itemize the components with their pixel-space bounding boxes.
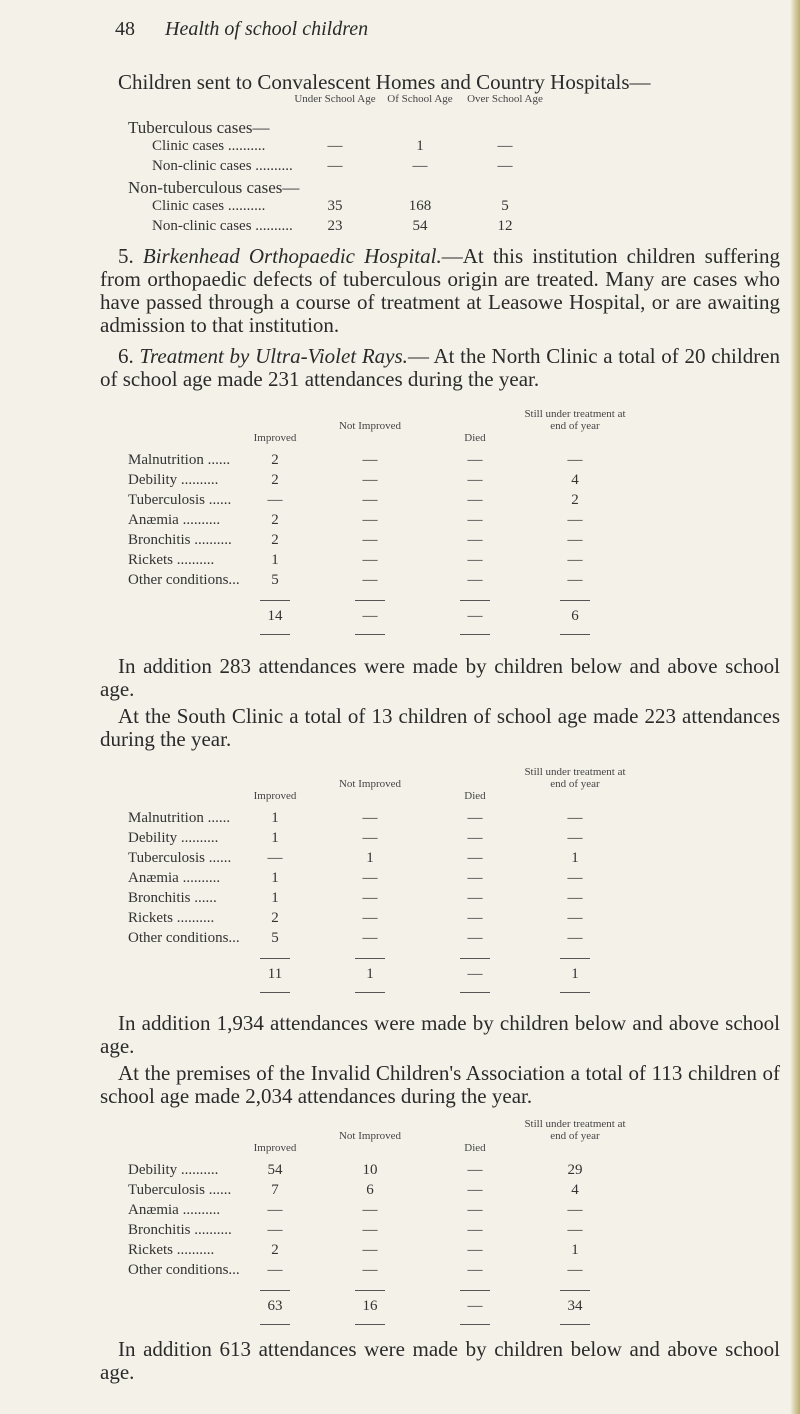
cell-value: 1 — [416, 138, 424, 154]
table-row — [0, 830, 800, 850]
table-row — [0, 890, 800, 910]
cell-value: — — [467, 850, 483, 866]
section-6-title: Treatment by Ultra-Violet Rays. — [139, 344, 408, 368]
cell-value: — — [467, 492, 483, 508]
cell-value: — — [362, 572, 378, 588]
total-rule — [560, 1290, 590, 1291]
cell-value: — — [567, 890, 583, 906]
column-header: Over School Age — [467, 93, 543, 105]
total-rule — [260, 1290, 290, 1291]
table-row — [0, 810, 800, 830]
group-row — [0, 178, 800, 198]
cell-value: — — [362, 552, 378, 568]
cell-value: 2 — [271, 472, 279, 488]
cell-value: — — [567, 1202, 583, 1218]
cell-value: — — [362, 1242, 378, 1258]
totals-row — [0, 608, 800, 628]
column-header: Died — [464, 1142, 486, 1154]
total-value: 1 — [571, 966, 579, 982]
cell-value: — — [362, 472, 378, 488]
cell-value: — — [467, 810, 483, 826]
cell-value: 1 — [271, 830, 279, 846]
cell-value: 54 — [267, 1162, 283, 1178]
table-row — [0, 1162, 800, 1182]
cell-value: 7 — [271, 1182, 279, 1198]
cell-value: 2 — [271, 512, 279, 528]
cell-value: 4 — [571, 1182, 579, 1198]
total-rule — [355, 1324, 385, 1325]
row-label: Tuberculosis ...... — [128, 492, 232, 508]
row-label: Other conditions... — [128, 1262, 240, 1278]
total-rule — [260, 1324, 290, 1325]
total-rule — [460, 958, 490, 959]
cell-value: 2 — [271, 452, 279, 468]
column-header: Died — [464, 432, 486, 444]
column-header: Improved — [253, 432, 297, 444]
total-rule — [260, 600, 290, 601]
row-label: Tuberculosis ...... — [128, 1182, 232, 1198]
south-note-text: In addition 1,934 attendances were made by children below and above school age. — [100, 1011, 780, 1058]
row-label: Anæmia .......... — [128, 870, 221, 886]
totals-row — [0, 1298, 800, 1318]
cell-value: — — [362, 532, 378, 548]
table-row — [0, 572, 800, 592]
total-value: — — [467, 1298, 483, 1314]
total-value: — — [362, 608, 378, 624]
total-rule — [460, 1324, 490, 1325]
cell-value: — — [567, 830, 583, 846]
total-rule — [355, 600, 385, 601]
column-header: Improved — [253, 1142, 297, 1154]
cell-value: 12 — [497, 218, 513, 234]
cell-value: — — [467, 452, 483, 468]
total-rule — [460, 1290, 490, 1291]
row-label: Anæmia .......... — [128, 512, 221, 528]
total-value: 34 — [567, 1298, 583, 1314]
row-label: Non-clinic cases .......... — [152, 218, 293, 234]
cell-value: 1 — [271, 870, 279, 886]
cell-value: — — [567, 512, 583, 528]
total-value: 14 — [267, 608, 283, 624]
section-5-text: —At this institution children suffering from orthopaedic defects of tuberculous origin are treated. Many are cases who have passed through a course of treatment at Leasowe Hospital, or are awaiting admission to that institution. — [100, 244, 780, 337]
cell-value: 1 — [571, 850, 579, 866]
table-row — [0, 472, 800, 492]
total-rule — [355, 958, 385, 959]
table-row — [0, 198, 800, 218]
table-row — [0, 452, 800, 472]
cell-value: 1 — [271, 890, 279, 906]
row-label: Clinic cases .......... — [152, 198, 266, 214]
north-note-text: In addition 283 attendances were made by children below and above school age. — [100, 654, 780, 701]
table-row — [0, 850, 800, 870]
cell-value: — — [567, 552, 583, 568]
cell-value: — — [567, 810, 583, 826]
cell-value: 23 — [327, 218, 343, 234]
table-row — [0, 512, 800, 532]
table-row — [0, 532, 800, 552]
table-row — [0, 1222, 800, 1242]
cell-value: — — [267, 1262, 283, 1278]
table-row — [0, 870, 800, 890]
total-rule — [260, 958, 290, 959]
section-5-paragraph — [100, 245, 780, 337]
cell-value: 54 — [412, 218, 428, 234]
cell-value: — — [467, 1202, 483, 1218]
total-rule — [560, 600, 590, 601]
cell-value: — — [467, 472, 483, 488]
table-row — [0, 552, 800, 572]
cell-value: — — [412, 158, 428, 174]
cell-value: — — [567, 452, 583, 468]
column-header: Not Improved — [338, 1130, 401, 1142]
cell-value: — — [467, 1182, 483, 1198]
total-rule — [560, 1324, 590, 1325]
cell-value: — — [362, 930, 378, 946]
section-5-title: Birkenhead Orthopaedic Hospital. — [142, 244, 442, 268]
total-value: 11 — [267, 966, 283, 982]
cell-value: 1 — [271, 552, 279, 568]
table-row — [0, 1262, 800, 1282]
cell-value: — — [467, 1242, 483, 1258]
cell-value: — — [362, 1222, 378, 1238]
cell-value: — — [467, 890, 483, 906]
convalescent-heading: Children sent to Convalescent Homes and Country Hospitals— — [118, 70, 651, 94]
column-header: Under School Age — [294, 93, 376, 105]
cell-value: 29 — [567, 1162, 583, 1178]
cell-value: — — [497, 138, 513, 154]
row-label: Clinic cases .......... — [152, 138, 266, 154]
total-rule — [355, 634, 385, 635]
column-header: Died — [464, 790, 486, 802]
total-value: — — [467, 966, 483, 982]
table-row — [0, 492, 800, 512]
cell-value: — — [567, 1222, 583, 1238]
cell-value: — — [567, 870, 583, 886]
total-rule — [560, 992, 590, 993]
row-label: Debility .......... — [128, 472, 219, 488]
row-label: Bronchitis .......... — [128, 1222, 232, 1238]
south-intro — [100, 705, 780, 751]
cell-value: — — [567, 910, 583, 926]
cell-value: 6 — [366, 1182, 374, 1198]
table-row — [0, 1242, 800, 1262]
row-label: Malnutrition ...... — [128, 810, 231, 826]
cell-value: — — [467, 930, 483, 946]
column-header: Still under treatment at end of year — [524, 1118, 626, 1142]
cell-value: 35 — [327, 198, 343, 214]
cell-value: — — [267, 1202, 283, 1218]
column-header: Not Improved — [338, 420, 401, 432]
cell-value: 10 — [362, 1162, 378, 1178]
south-note — [100, 1012, 780, 1058]
cell-value: — — [467, 910, 483, 926]
cell-value: — — [362, 452, 378, 468]
cell-value: 1 — [271, 810, 279, 826]
cell-value: 1 — [366, 850, 374, 866]
row-label: Rickets .......... — [128, 910, 215, 926]
total-rule — [560, 958, 590, 959]
row-label: Bronchitis .......... — [128, 532, 232, 548]
group-title: Tuberculous cases— — [128, 118, 270, 137]
cell-value: — — [267, 850, 283, 866]
total-rule — [260, 992, 290, 993]
invalid-note-text: In addition 613 attendances were made by children below and above school age. — [100, 1337, 780, 1384]
column-header: Improved — [253, 790, 297, 802]
row-label: Non-clinic cases .......... — [152, 158, 293, 174]
cell-value: — — [467, 512, 483, 528]
south-intro-text: At the South Clinic a total of 13 children of school age made 223 attendances during the year. — [100, 704, 780, 751]
cell-value: — — [362, 1262, 378, 1278]
total-rule — [355, 1290, 385, 1291]
total-value: 6 — [571, 608, 579, 624]
row-label: Debility .......... — [128, 1162, 219, 1178]
cell-value: — — [267, 492, 283, 508]
total-rule — [460, 992, 490, 993]
cell-value: — — [467, 1162, 483, 1178]
total-value: 16 — [362, 1298, 378, 1314]
section-6-number: 6. — [118, 344, 134, 368]
row-label: Other conditions... — [128, 930, 240, 946]
column-header: Still under treatment at end of year — [524, 408, 626, 432]
invalid-note — [100, 1338, 780, 1384]
invalid-intro — [100, 1062, 780, 1108]
total-rule — [460, 600, 490, 601]
cell-value: — — [467, 1222, 483, 1238]
total-rule — [355, 992, 385, 993]
cell-value: 4 — [571, 472, 579, 488]
cell-value: — — [362, 1202, 378, 1218]
table-row — [0, 138, 800, 158]
section-6-intro-text: — At the North Clinic a total of 20 children of school age made 231 attendances during the year. — [100, 344, 781, 391]
row-label: Rickets .......... — [128, 552, 215, 568]
table-row — [0, 910, 800, 930]
row-label: Other conditions... — [128, 572, 240, 588]
column-header: Of School Age — [387, 93, 453, 105]
cell-value: 1 — [571, 1242, 579, 1258]
table-row — [0, 218, 800, 238]
column-header: Still under treatment at end of year — [524, 766, 626, 790]
north-note — [100, 655, 780, 701]
cell-value: — — [567, 930, 583, 946]
group-row — [0, 118, 800, 138]
row-label: Rickets .......... — [128, 1242, 215, 1258]
cell-value: — — [362, 830, 378, 846]
table-row — [0, 158, 800, 178]
cell-value: — — [327, 138, 343, 154]
cell-value: 168 — [408, 198, 432, 214]
cell-value: — — [362, 890, 378, 906]
total-rule — [460, 634, 490, 635]
row-label: Malnutrition ...... — [128, 452, 231, 468]
totals-row — [0, 966, 800, 986]
cell-value: 2 — [571, 492, 579, 508]
cell-value: — — [467, 572, 483, 588]
section-6-intro — [100, 345, 780, 391]
cell-value: — — [467, 830, 483, 846]
cell-value: 5 — [271, 930, 279, 946]
total-value: — — [467, 608, 483, 624]
section-5-number: 5. — [118, 244, 134, 268]
total-value: 63 — [267, 1298, 283, 1314]
cell-value: 2 — [271, 910, 279, 926]
row-label: Tuberculosis ...... — [128, 850, 232, 866]
cell-value: — — [362, 492, 378, 508]
total-rule — [260, 634, 290, 635]
row-label: Bronchitis ...... — [128, 890, 217, 906]
cell-value: 5 — [271, 572, 279, 588]
running-title: Health of school children — [165, 18, 369, 40]
table-row — [0, 930, 800, 950]
cell-value: 5 — [501, 198, 509, 214]
cell-value: — — [467, 552, 483, 568]
cell-value: — — [327, 158, 343, 174]
cell-value: — — [497, 158, 513, 174]
column-header: Not Improved — [338, 778, 401, 790]
cell-value: — — [362, 870, 378, 886]
cell-value: — — [467, 1262, 483, 1278]
group-title: Non-tuberculous cases— — [128, 178, 300, 197]
cell-value: — — [467, 532, 483, 548]
cell-value: — — [567, 572, 583, 588]
invalid-intro-text: At the premises of the Invalid Children's Association a total of 113 children of school age made 2,034 attendances during the year. — [100, 1061, 780, 1108]
cell-value: — — [267, 1222, 283, 1238]
total-rule — [560, 634, 590, 635]
row-label: Anæmia .......... — [128, 1202, 221, 1218]
cell-value: — — [362, 910, 378, 926]
cell-value: 2 — [271, 532, 279, 548]
cell-value: — — [467, 870, 483, 886]
cell-value: — — [567, 532, 583, 548]
total-value: 1 — [366, 966, 374, 982]
table-row — [0, 1182, 800, 1202]
table-row — [0, 1202, 800, 1222]
cell-value: — — [362, 512, 378, 528]
cell-value: — — [567, 1262, 583, 1278]
cell-value: 2 — [271, 1242, 279, 1258]
cell-value: — — [362, 810, 378, 826]
page-number: 48 — [115, 18, 135, 40]
row-label: Debility .......... — [128, 830, 219, 846]
